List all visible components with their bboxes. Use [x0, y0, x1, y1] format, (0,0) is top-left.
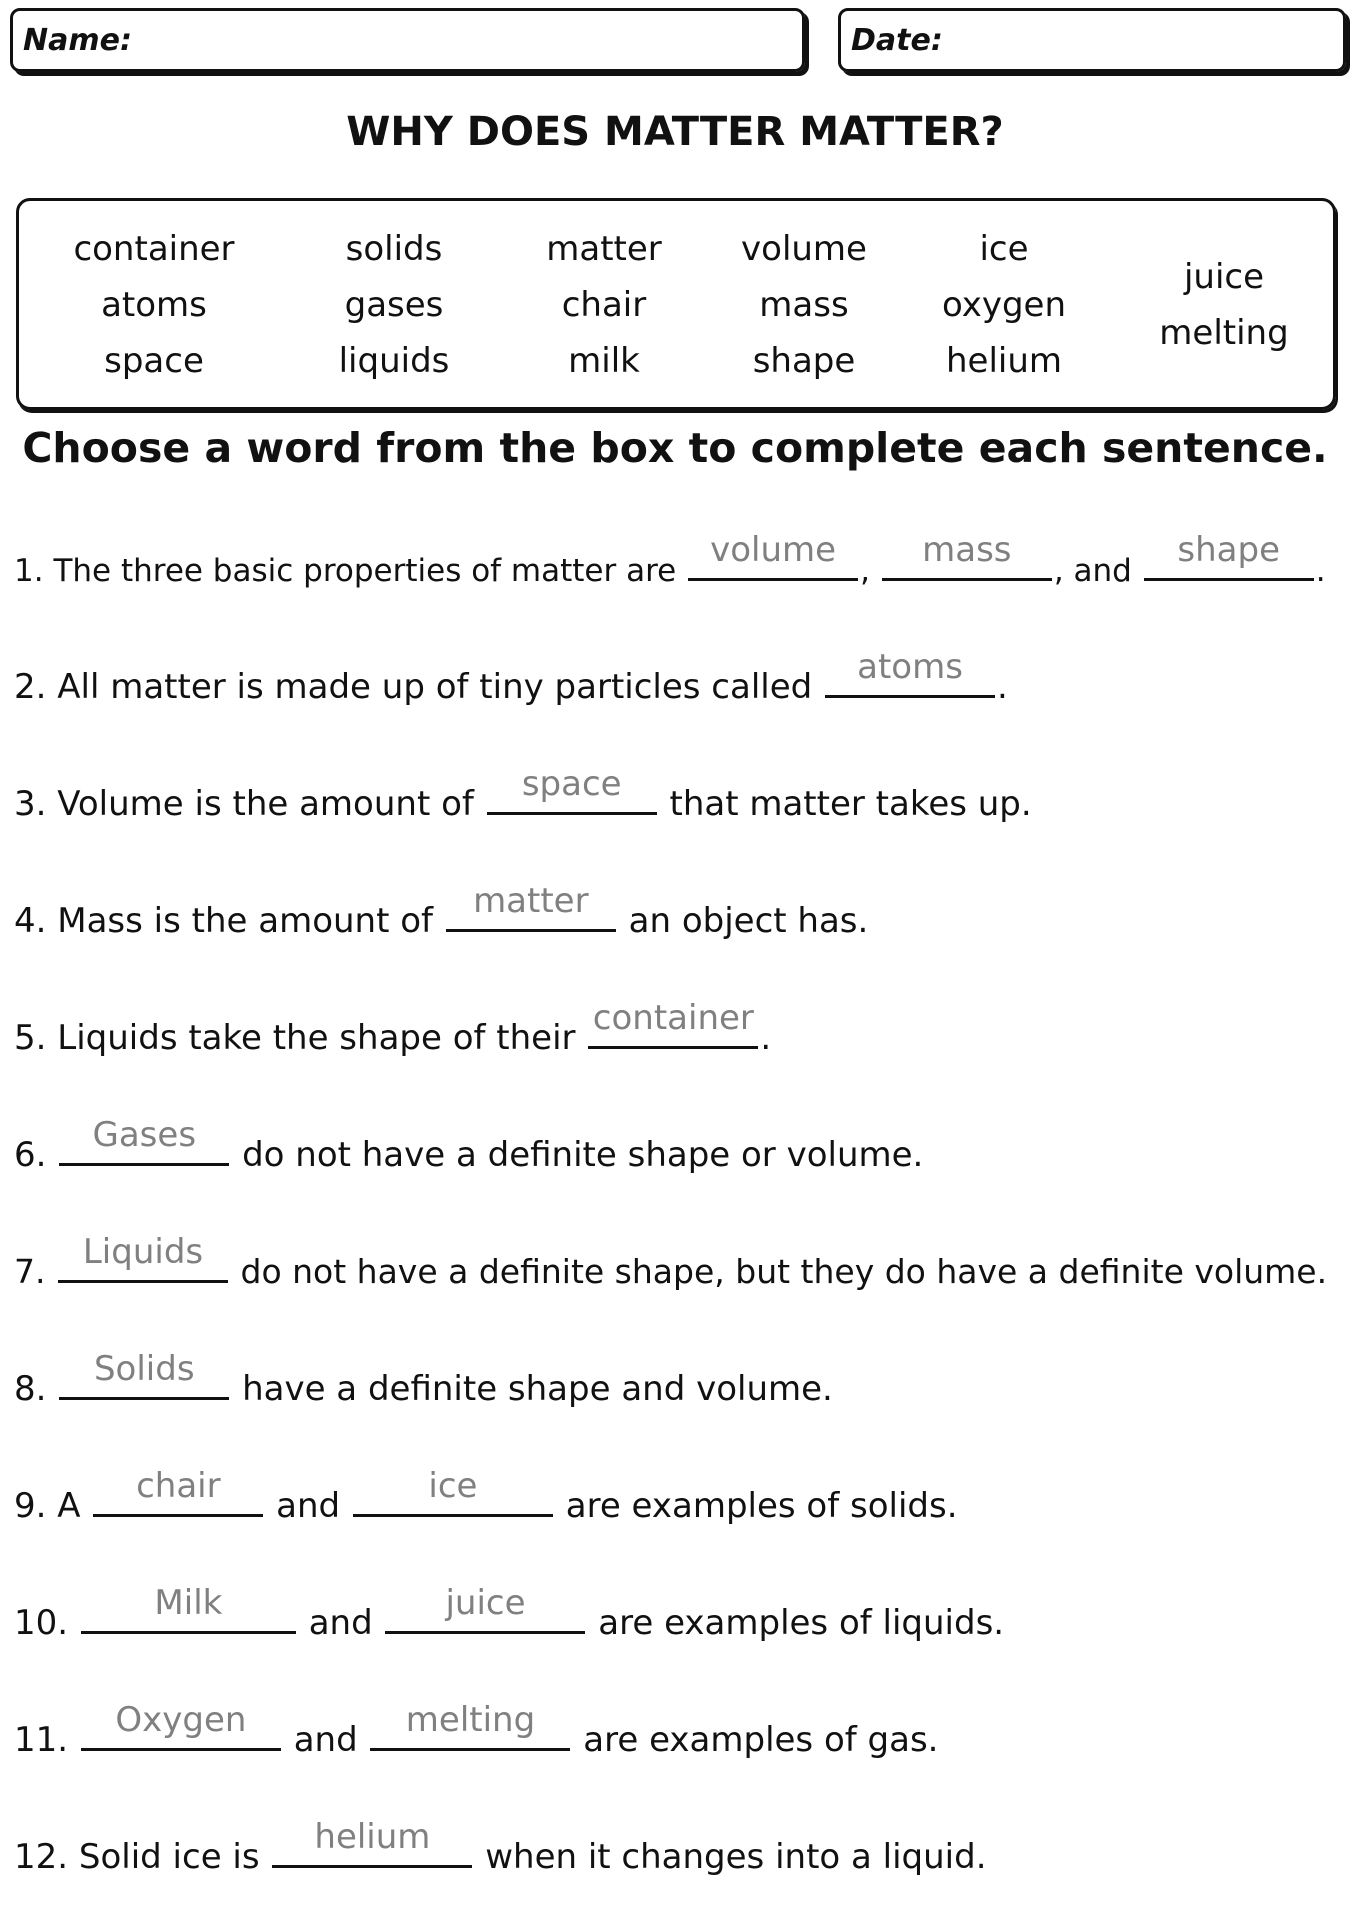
question-number: 5. — [14, 1018, 47, 1058]
word-bank-column-6 — [1129, 249, 1319, 361]
question-7 — [14, 1232, 1328, 1294]
answer-blank[interactable] — [825, 647, 995, 698]
question-text: have a definite shape and volume. — [242, 1369, 833, 1409]
question-12 — [14, 1817, 987, 1879]
question-text: are examples of solids. — [565, 1486, 958, 1526]
question-number: 8. — [14, 1369, 47, 1409]
question-4 — [14, 881, 869, 943]
question-number: 3. — [14, 784, 47, 824]
word-bank-word: mass — [759, 285, 849, 325]
word-bank — [16, 198, 1336, 410]
question-1 — [14, 530, 1326, 593]
answer-text: atoms — [857, 647, 963, 687]
question-number: 6. — [14, 1135, 47, 1175]
question-text: and — [308, 1603, 373, 1643]
question-text: Mass is the amount of — [57, 901, 434, 941]
word-bank-column-1 — [59, 221, 249, 389]
word-bank-word: chair — [561, 285, 647, 325]
word-bank-word: milk — [568, 341, 640, 381]
word-bank-word: melting — [1159, 313, 1289, 353]
answer-text: container — [592, 998, 754, 1038]
answer-text: mass — [922, 530, 1012, 570]
word-bank-column-4 — [709, 221, 899, 389]
word-bank-column-2 — [299, 221, 489, 389]
answer-blank[interactable] — [58, 1232, 228, 1283]
question-text: are examples of liquids. — [598, 1603, 1005, 1643]
question-3 — [14, 764, 1032, 826]
question-text: that matter takes up. — [669, 784, 1032, 824]
answer-text: melting — [405, 1700, 536, 1740]
word-bank-word: space — [104, 341, 204, 381]
word-bank-word: solids — [345, 229, 443, 269]
question-number: 9. — [14, 1486, 47, 1526]
question-text: an object has. — [628, 901, 869, 941]
question-9 — [14, 1466, 958, 1528]
question-text: Volume is the amount of — [57, 784, 474, 824]
word-bank-word: juice — [1183, 257, 1265, 297]
question-text: . — [997, 667, 1008, 707]
date-label: Date: — [851, 22, 943, 58]
question-text: are examples of gas. — [583, 1720, 939, 1760]
question-text: and — [276, 1486, 341, 1526]
answer-text: shape — [1177, 530, 1281, 570]
question-6 — [14, 1115, 924, 1177]
question-text: , and — [1053, 553, 1132, 589]
answer-blank[interactable] — [1144, 530, 1314, 581]
word-bank-word: ice — [979, 229, 1029, 269]
question-8 — [14, 1349, 833, 1411]
answer-blank[interactable] — [93, 1466, 263, 1517]
question-text: . — [760, 1018, 772, 1058]
question-number: 12. — [14, 1837, 69, 1877]
answer-blank[interactable] — [81, 1700, 281, 1751]
question-text: when it changes into a liquid. — [485, 1837, 987, 1877]
word-bank-word: oxygen — [941, 285, 1067, 325]
question-number: 11. — [14, 1720, 69, 1760]
answer-text: space — [521, 764, 622, 804]
answer-blank[interactable] — [882, 530, 1052, 581]
answer-text: Solids — [93, 1349, 195, 1389]
question-text: and — [293, 1720, 358, 1760]
name-label: Name: — [23, 22, 132, 58]
question-text: All matter is made up of tiny particles called — [57, 667, 813, 707]
question-11 — [14, 1700, 939, 1762]
answer-blank[interactable] — [272, 1817, 472, 1868]
answer-blank[interactable] — [59, 1349, 229, 1400]
question-number: 4. — [14, 901, 47, 941]
question-number: 1. — [14, 553, 44, 589]
instructions: Choose a word from the box to complete each sentence. — [22, 424, 1328, 472]
answer-text: ice — [428, 1466, 478, 1506]
answer-blank[interactable] — [385, 1583, 585, 1634]
answer-text: Oxygen — [115, 1700, 247, 1740]
question-text: . — [1315, 553, 1326, 589]
answer-text: chair — [136, 1466, 221, 1506]
answer-text: Milk — [154, 1583, 223, 1623]
answer-text: juice — [445, 1583, 526, 1623]
name-field[interactable] — [10, 8, 805, 72]
question-text: The three basic properties of matter are — [53, 553, 677, 589]
question-text: A — [57, 1486, 81, 1526]
answer-blank[interactable] — [370, 1700, 570, 1751]
answer-text: volume — [710, 530, 837, 570]
page-title: WHY DOES MATTER MATTER? — [346, 109, 1004, 155]
question-number: 10. — [14, 1603, 69, 1643]
answer-blank[interactable] — [59, 1115, 229, 1166]
answer-blank[interactable] — [588, 998, 758, 1049]
question-text: Liquids take the shape of their — [57, 1018, 576, 1058]
answer-text: Gases — [92, 1115, 197, 1155]
answer-blank[interactable] — [446, 881, 616, 932]
word-bank-word: matter — [546, 229, 662, 269]
word-bank-word: atoms — [101, 285, 207, 325]
question-10 — [14, 1583, 1005, 1645]
question-text: do not have a definite shape, but they do have a definite volume. — [240, 1252, 1328, 1291]
answer-blank[interactable] — [353, 1466, 553, 1517]
answer-blank[interactable] — [688, 530, 858, 581]
word-bank-word: gases — [344, 285, 444, 325]
word-bank-word: volume — [741, 229, 867, 269]
date-field[interactable] — [838, 8, 1346, 72]
question-text: Solid ice is — [78, 1837, 260, 1877]
question-number: 7. — [14, 1252, 46, 1291]
answer-text: matter — [473, 881, 589, 921]
word-bank-column-3 — [509, 221, 699, 389]
word-bank-word: liquids — [338, 341, 450, 381]
question-text: do not have a definite shape or volume. — [242, 1135, 924, 1175]
question-5 — [14, 998, 772, 1060]
answer-text: helium — [314, 1817, 431, 1857]
question-number: 2. — [14, 667, 47, 707]
word-bank-word: helium — [945, 341, 1063, 381]
question-2 — [14, 647, 1008, 709]
answer-text: Liquids — [82, 1232, 204, 1272]
question-text: , — [860, 553, 870, 589]
answer-blank[interactable] — [81, 1583, 296, 1634]
word-bank-word: shape — [752, 341, 856, 381]
answer-blank[interactable] — [487, 764, 657, 815]
word-bank-column-5 — [909, 221, 1099, 389]
word-bank-word: container — [73, 229, 235, 269]
